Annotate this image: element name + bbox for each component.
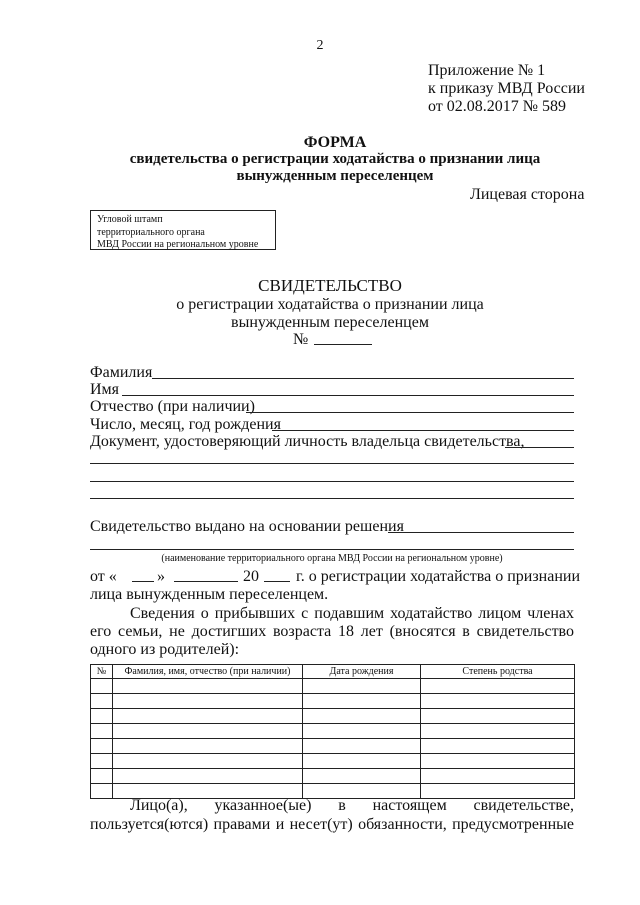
birthdate-label: Число, месяц, год рождения (90, 416, 281, 433)
corner-stamp-box (90, 210, 276, 250)
table-cell[interactable] (91, 754, 113, 769)
form-subtitle-line1: свидетельства о регистрации ходатайства о признании лица (129, 151, 541, 167)
appendix-order: к приказу МВД России (428, 80, 585, 97)
table-cell[interactable] (303, 709, 421, 724)
certificate-number-label: № (293, 331, 309, 348)
family-members-table (90, 664, 575, 799)
table-cell[interactable] (91, 724, 113, 739)
table-cell[interactable] (303, 769, 421, 784)
appendix-date: от 02.08.2017 № 589 (428, 98, 567, 115)
issued-field[interactable] (388, 532, 574, 533)
table-cell[interactable] (113, 724, 303, 739)
page-number: 2 (316, 38, 324, 53)
table-cell[interactable] (113, 739, 303, 754)
authority-field[interactable] (90, 549, 574, 550)
table-cell[interactable] (113, 694, 303, 709)
name-label: Имя (90, 381, 120, 398)
table-cell[interactable] (421, 769, 575, 784)
table-cell[interactable] (113, 769, 303, 784)
col-header-relation: Степень родства (421, 665, 575, 679)
table-cell[interactable] (303, 754, 421, 769)
table-cell[interactable] (421, 679, 575, 694)
table-row (91, 724, 575, 739)
certificate-line1: о регистрации ходатайства о признании лица (176, 296, 484, 313)
certificate-number-field[interactable] (314, 344, 372, 345)
stamp-line2: территориального органа (97, 226, 205, 238)
table-row (91, 694, 575, 709)
table-cell[interactable] (113, 709, 303, 724)
stamp-line1: Угловой штамп (97, 214, 163, 225)
document-field-line3[interactable] (90, 481, 574, 482)
table-cell[interactable] (91, 694, 113, 709)
table-row (91, 679, 575, 694)
form-title: ФОРМА (303, 134, 367, 151)
certificate-title: СВИДЕТЕЛЬСТВО (258, 276, 402, 295)
name-field[interactable] (122, 395, 574, 396)
date-from-label: от « (90, 568, 117, 585)
table-cell[interactable] (303, 724, 421, 739)
month-field[interactable] (174, 581, 238, 582)
col-header-number: № (91, 665, 113, 679)
table-cell[interactable] (421, 724, 575, 739)
birthdate-field[interactable] (272, 430, 574, 431)
certificate-line2: вынужденным переселенцем (231, 314, 429, 331)
table-row (91, 739, 575, 754)
table-header-row (91, 665, 575, 679)
registration-text: г. о регистрации ходатайства о признании (296, 568, 581, 585)
year-prefix: 20 (243, 568, 259, 585)
table-cell[interactable] (91, 709, 113, 724)
col-header-fullname: Фамилия, имя, отчество (при наличии) (113, 665, 303, 679)
surname-field[interactable] (152, 378, 574, 379)
issued-label: Свидетельство выдано на основании решения (90, 518, 404, 535)
stamp-line3: МВД России на региональном уровне (97, 239, 259, 250)
table-cell[interactable] (91, 739, 113, 754)
table-row (91, 709, 575, 724)
appendix-number: Приложение № 1 (428, 62, 546, 79)
table-cell[interactable] (91, 769, 113, 784)
table-cell[interactable] (303, 694, 421, 709)
table-row (91, 754, 575, 769)
document-label: Документ, удостоверяющий личность владельца свидетельства, (90, 433, 525, 450)
table-cell[interactable] (91, 679, 113, 694)
table-row (91, 769, 575, 784)
authority-caption: (наименование территориального органа МВД России на региональном уровне) (161, 553, 503, 564)
footer-text: Лицо(а), указанное(ые) в настоящем свидетельстве, пользуется(ются) правами и несет(ут) обязанности, предусмотренные (90, 797, 574, 833)
surname-label: Фамилия (90, 364, 153, 381)
family-members-text: Сведения о прибывших с подавшим ходатайство лицом членах его семьи, не достигших возраста 18 лет (вносятся в свидетельство одного из родителей): (90, 605, 574, 658)
day-field[interactable] (132, 581, 154, 582)
table-cell[interactable] (303, 739, 421, 754)
table-cell[interactable] (113, 754, 303, 769)
registration-text-line2: лица вынужденным переселенцем. (90, 586, 329, 603)
side-label: Лицевая сторона (470, 186, 585, 203)
document-field[interactable] (505, 447, 574, 448)
table-cell[interactable] (421, 694, 575, 709)
patronymic-label: Отчество (при наличии) (90, 398, 255, 415)
patronymic-field[interactable] (246, 412, 574, 413)
table-cell[interactable] (421, 709, 575, 724)
table-cell[interactable] (303, 679, 421, 694)
col-header-birthdate: Дата рождения (303, 665, 421, 679)
table-cell[interactable] (421, 739, 575, 754)
table-cell[interactable] (421, 754, 575, 769)
table-cell[interactable] (113, 679, 303, 694)
document-field-line4[interactable] (90, 498, 574, 499)
year-field[interactable] (264, 581, 290, 582)
form-subtitle-line2: вынужденным переселенцем (236, 168, 434, 184)
date-quote-close: » (157, 568, 165, 585)
document-field-line2[interactable] (90, 463, 574, 464)
